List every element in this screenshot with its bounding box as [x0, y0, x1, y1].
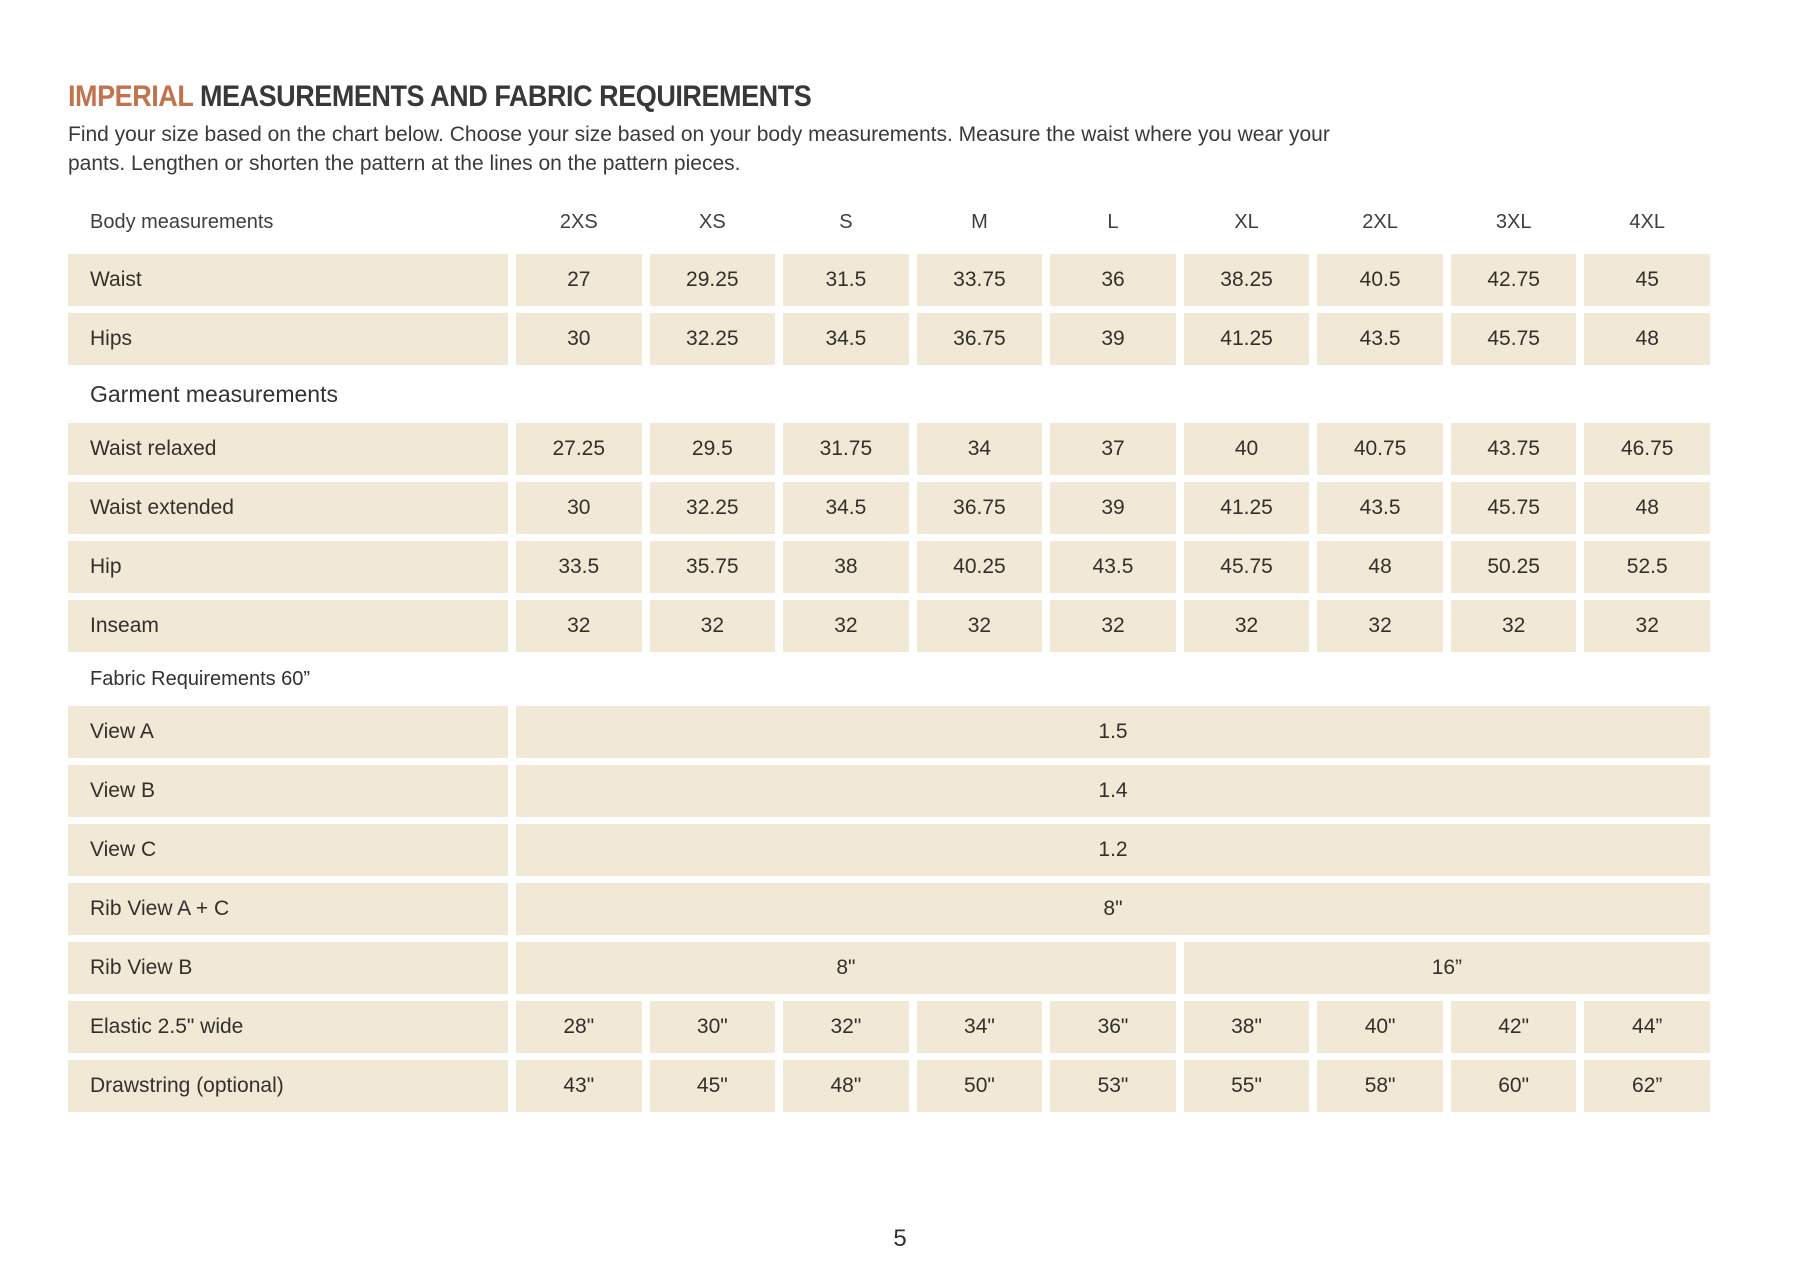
value-cell: 32: [1317, 600, 1443, 652]
value-cell: 48: [1317, 541, 1443, 593]
value-cell: 28": [516, 1001, 642, 1053]
value-cell: 60": [1451, 1060, 1577, 1112]
value-cell: 58": [1317, 1060, 1443, 1112]
size-col-header: XS: [698, 210, 726, 233]
value-cell: 44”: [1584, 1001, 1710, 1053]
value-cell: 48: [1584, 313, 1710, 365]
value-cell: 43.5: [1317, 313, 1443, 365]
value-cell: 45.75: [1451, 313, 1577, 365]
row-label: View C: [68, 824, 508, 876]
table-row-view-b: [68, 765, 1710, 817]
value-cell: 31.5: [783, 254, 909, 306]
table-row-view-a: [68, 706, 1710, 758]
value-cell: 34.5: [783, 482, 909, 534]
table-row-hip: [68, 541, 1710, 593]
value-cell: 29.5: [650, 423, 776, 475]
value-cell: 48": [783, 1060, 909, 1112]
value-cell: 32: [1184, 600, 1310, 652]
section-garment-measurements: Garment measurements: [90, 381, 338, 407]
value-cell: 62”: [1584, 1060, 1710, 1112]
value-cell: 31.75: [783, 423, 909, 475]
value-cell: 40.75: [1317, 423, 1443, 475]
value-cell: 30: [516, 313, 642, 365]
page-content: [68, 80, 1710, 1119]
row-label: Waist extended: [68, 482, 508, 534]
header-body-measurements: Body measurements: [90, 210, 274, 233]
section-fabric-requirements: Fabric Requirements 60”: [90, 668, 311, 690]
row-label: Elastic 2.5" wide: [68, 1001, 508, 1053]
row-label: View B: [68, 765, 508, 817]
value-cell: 27.25: [516, 423, 642, 475]
intro-paragraph: [68, 120, 1710, 178]
value-cell: 34.5: [783, 313, 909, 365]
table-row-waist: [68, 254, 1710, 306]
value-cell: 35.75: [650, 541, 776, 593]
value-cell: 45: [1584, 254, 1710, 306]
value-cell: 33.5: [516, 541, 642, 593]
table-row-rib-view-b: [68, 942, 1710, 994]
row-label: Rib View B: [68, 942, 508, 994]
value-cell: 32: [783, 600, 909, 652]
value-cell: 43": [516, 1060, 642, 1112]
value-cell: 45": [650, 1060, 776, 1112]
page-title: [68, 80, 1546, 114]
value-cell: 32: [1451, 600, 1577, 652]
table-row-inseam: [68, 600, 1710, 652]
row-label: Hips: [68, 313, 508, 365]
size-col-header: 2XL: [1362, 210, 1398, 233]
value-cell: 52.5: [1584, 541, 1710, 593]
value-cell: 40.5: [1317, 254, 1443, 306]
value-cell: 50": [917, 1060, 1043, 1112]
row-label: Drawstring (optional): [68, 1060, 508, 1112]
value-cell: 36.75: [917, 482, 1043, 534]
value-cell: 36": [1050, 1001, 1176, 1053]
size-col-header: 2XS: [559, 210, 598, 233]
value-cell: 41.25: [1184, 482, 1310, 534]
size-col-header: 4XL: [1629, 210, 1666, 233]
value-cell: 43.5: [1050, 541, 1176, 593]
value-cell: 37: [1050, 423, 1176, 475]
value-cell: 32": [783, 1001, 909, 1053]
size-col-header: M: [971, 210, 988, 233]
value-cell: 48: [1584, 482, 1710, 534]
value-cell: 32: [650, 600, 776, 652]
value-cell: 34: [917, 423, 1043, 475]
table-row-elastic: [68, 1001, 1710, 1053]
value-cell: 38": [1184, 1001, 1310, 1053]
title-highlight: IMPERIAL: [68, 80, 193, 113]
table-row-drawstring: [68, 1060, 1710, 1112]
table-row-view-c: [68, 824, 1710, 876]
value-cell: 32: [1050, 600, 1176, 652]
row-label: Inseam: [68, 600, 508, 652]
value-cell: 45.75: [1451, 482, 1577, 534]
value-cell: 29.25: [650, 254, 776, 306]
row-label: View A: [68, 706, 508, 758]
table-row-rib-view-a-c: [68, 883, 1710, 935]
merged-value-cell: 1.5: [516, 706, 1710, 758]
value-cell: 41.25: [1184, 313, 1310, 365]
value-cell: 36.75: [917, 313, 1043, 365]
value-cell: 46.75: [1584, 423, 1710, 475]
value-cell: 27: [516, 254, 642, 306]
size-col-header: L: [1107, 210, 1119, 233]
merged-value-cell-right: 16”: [1184, 942, 1710, 994]
value-cell: 40.25: [917, 541, 1043, 593]
value-cell: 39: [1050, 313, 1176, 365]
table-row-hips: [68, 313, 1710, 365]
value-cell: 36: [1050, 254, 1176, 306]
size-col-header: XL: [1234, 210, 1259, 233]
value-cell: 42.75: [1451, 254, 1577, 306]
value-cell: 32: [1584, 600, 1710, 652]
value-cell: 39: [1050, 482, 1176, 534]
intro-line-2: pants. Lengthen or shorten the pattern at the lines on the pattern pieces.: [68, 152, 741, 175]
value-cell: 32.25: [650, 482, 776, 534]
value-cell: 30": [650, 1001, 776, 1053]
value-cell: 32: [917, 600, 1043, 652]
value-cell: 53": [1050, 1060, 1176, 1112]
merged-value-cell-left: 8": [516, 942, 1176, 994]
row-label: Rib View A + C: [68, 883, 508, 935]
size-col-header: S: [839, 210, 853, 233]
table-row-waist-relaxed: [68, 423, 1710, 475]
value-cell: 32: [516, 600, 642, 652]
value-cell: 42": [1451, 1001, 1577, 1053]
value-cell: 33.75: [917, 254, 1043, 306]
row-label: Waist relaxed: [68, 423, 508, 475]
intro-line-1: Find your size based on the chart below. Choose your size based on your body measurements. Measure the waist where you wear your: [68, 123, 1330, 146]
value-cell: 38: [783, 541, 909, 593]
page-number: 5: [893, 1225, 907, 1252]
title-rest: MEASUREMENTS AND FABRIC REQUIREMENTS: [192, 80, 812, 113]
value-cell: 34": [917, 1001, 1043, 1053]
size-col-header: 3XL: [1495, 210, 1532, 233]
value-cell: 40: [1184, 423, 1310, 475]
merged-value-cell: 8": [516, 883, 1710, 935]
value-cell: 30: [516, 482, 642, 534]
value-cell: 50.25: [1451, 541, 1577, 593]
value-cell: 38.25: [1184, 254, 1310, 306]
table-header-row: [68, 200, 1710, 244]
row-label: Waist: [68, 254, 508, 306]
merged-value-cell: 1.4: [516, 765, 1710, 817]
merged-value-cell: 1.2: [516, 824, 1710, 876]
size-table: [68, 200, 1710, 1112]
table-row-waist-extended: [68, 482, 1710, 534]
value-cell: 43.5: [1317, 482, 1443, 534]
value-cell: 40": [1317, 1001, 1443, 1053]
value-cell: 43.75: [1451, 423, 1577, 475]
value-cell: 45.75: [1184, 541, 1310, 593]
value-cell: 32.25: [650, 313, 776, 365]
value-cell: 55": [1184, 1060, 1310, 1112]
row-label: Hip: [68, 541, 508, 593]
